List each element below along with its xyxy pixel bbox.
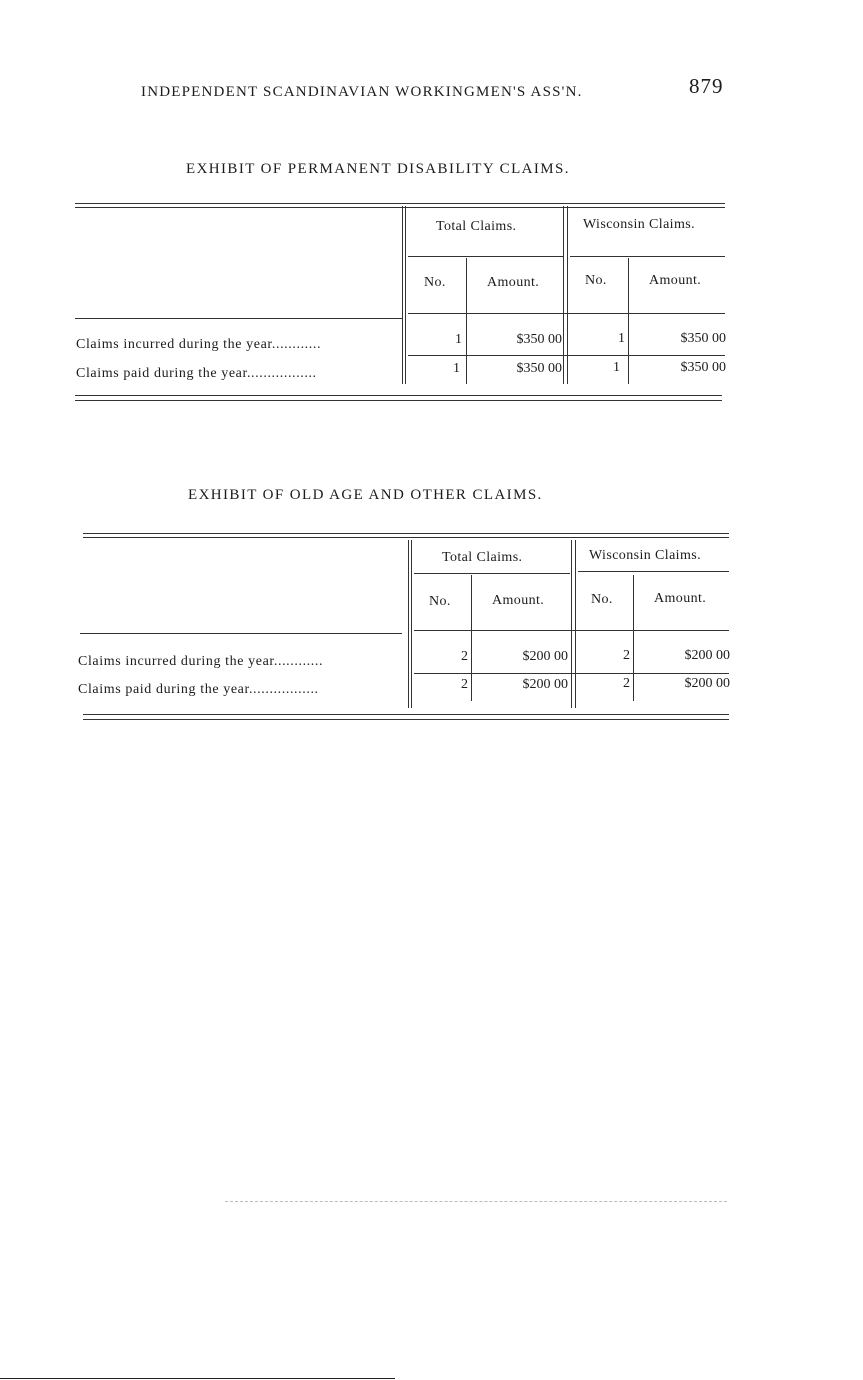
row-label: Claims paid during the year................. [76,366,317,381]
cell-wisconsin-amount: $200 00 [684,648,730,663]
sub-header-no: No. [591,592,613,607]
wisconsin-no-amount-divider [633,575,634,701]
table-top-rule-inner [83,537,729,538]
sub-header-amount: Amount. [654,591,707,606]
group-header-wisconsin-claims: Wisconsin Claims. [589,548,702,563]
sub-header-amount: Amount. [492,593,545,608]
total-no-amount-divider [466,258,467,384]
cell-total-no: 2 [461,677,468,692]
table-bottom-rule [75,395,722,396]
sub-header-no: No. [429,594,451,609]
cell-wisconsin-amount: $350 00 [680,360,726,375]
cell-wisconsin-no: 2 [623,676,630,691]
group-header-rule [414,573,570,574]
row-label: Claims paid during the year................. [78,682,319,697]
table-top-rule [75,203,725,204]
table-top-rule [83,533,729,534]
table-bottom-rule [83,714,729,715]
page-edge-line [0,1378,395,1379]
label-column-divider [402,206,403,384]
sub-header-amount: Amount. [487,275,540,290]
cell-total-no: 1 [455,332,462,347]
header-bottom-rule-values [408,313,725,314]
group-header-total-claims: Total Claims. [442,550,523,565]
group-header-rule-wisconsin [578,571,729,572]
cell-total-amount: $200 00 [522,677,568,692]
cell-total-no: 2 [461,649,468,664]
cell-wisconsin-amount: $200 00 [684,676,730,691]
label-column-divider [408,540,409,708]
exhibit-title-old-age: EXHIBIT OF OLD AGE AND OTHER CLAIMS. [188,487,543,503]
table-bottom-rule-inner [83,719,729,720]
total-no-amount-divider [471,575,472,701]
table-top-rule-inner [75,207,725,208]
header-bottom-rule [80,633,402,634]
cell-wisconsin-no: 1 [613,360,620,375]
row-rule [414,673,729,674]
row-rule [408,355,725,356]
group-header-rule-wisconsin [570,256,725,257]
group-divider [563,206,564,384]
label-column-divider-double [405,206,406,384]
label-column-divider-double [411,540,412,708]
cell-total-amount: $350 00 [516,332,562,347]
group-header-rule [408,256,563,257]
cell-wisconsin-no: 1 [618,331,625,346]
header-bottom-rule [75,318,402,319]
sub-header-no: No. [424,275,446,290]
group-divider-double [567,206,568,384]
header-bottom-rule-values [414,630,729,631]
sub-header-no: No. [585,273,607,288]
running-title: INDEPENDENT SCANDINAVIAN WORKINGMEN'S ASS'N. [141,84,583,100]
exhibit-title-permanent-disability: EXHIBIT OF PERMANENT DISABILITY CLAIMS. [186,161,570,177]
group-divider [571,540,572,708]
wisconsin-no-amount-divider [628,258,629,384]
page-number: 879 [689,74,724,98]
table-bottom-rule-inner [75,400,722,401]
group-header-total-claims: Total Claims. [436,219,517,234]
cell-wisconsin-no: 2 [623,648,630,663]
cell-total-no: 1 [453,361,460,376]
cell-total-amount: $200 00 [522,649,568,664]
row-label: Claims incurred during the year............ [78,654,324,669]
cell-total-amount: $350 00 [516,361,562,376]
sub-header-amount: Amount. [649,273,702,288]
show-through-line [225,1201,727,1202]
row-label: Claims incurred during the year............ [76,337,322,352]
group-header-wisconsin-claims: Wisconsin Claims. [583,217,696,232]
group-divider-double [575,540,576,708]
cell-wisconsin-amount: $350 00 [680,331,726,346]
